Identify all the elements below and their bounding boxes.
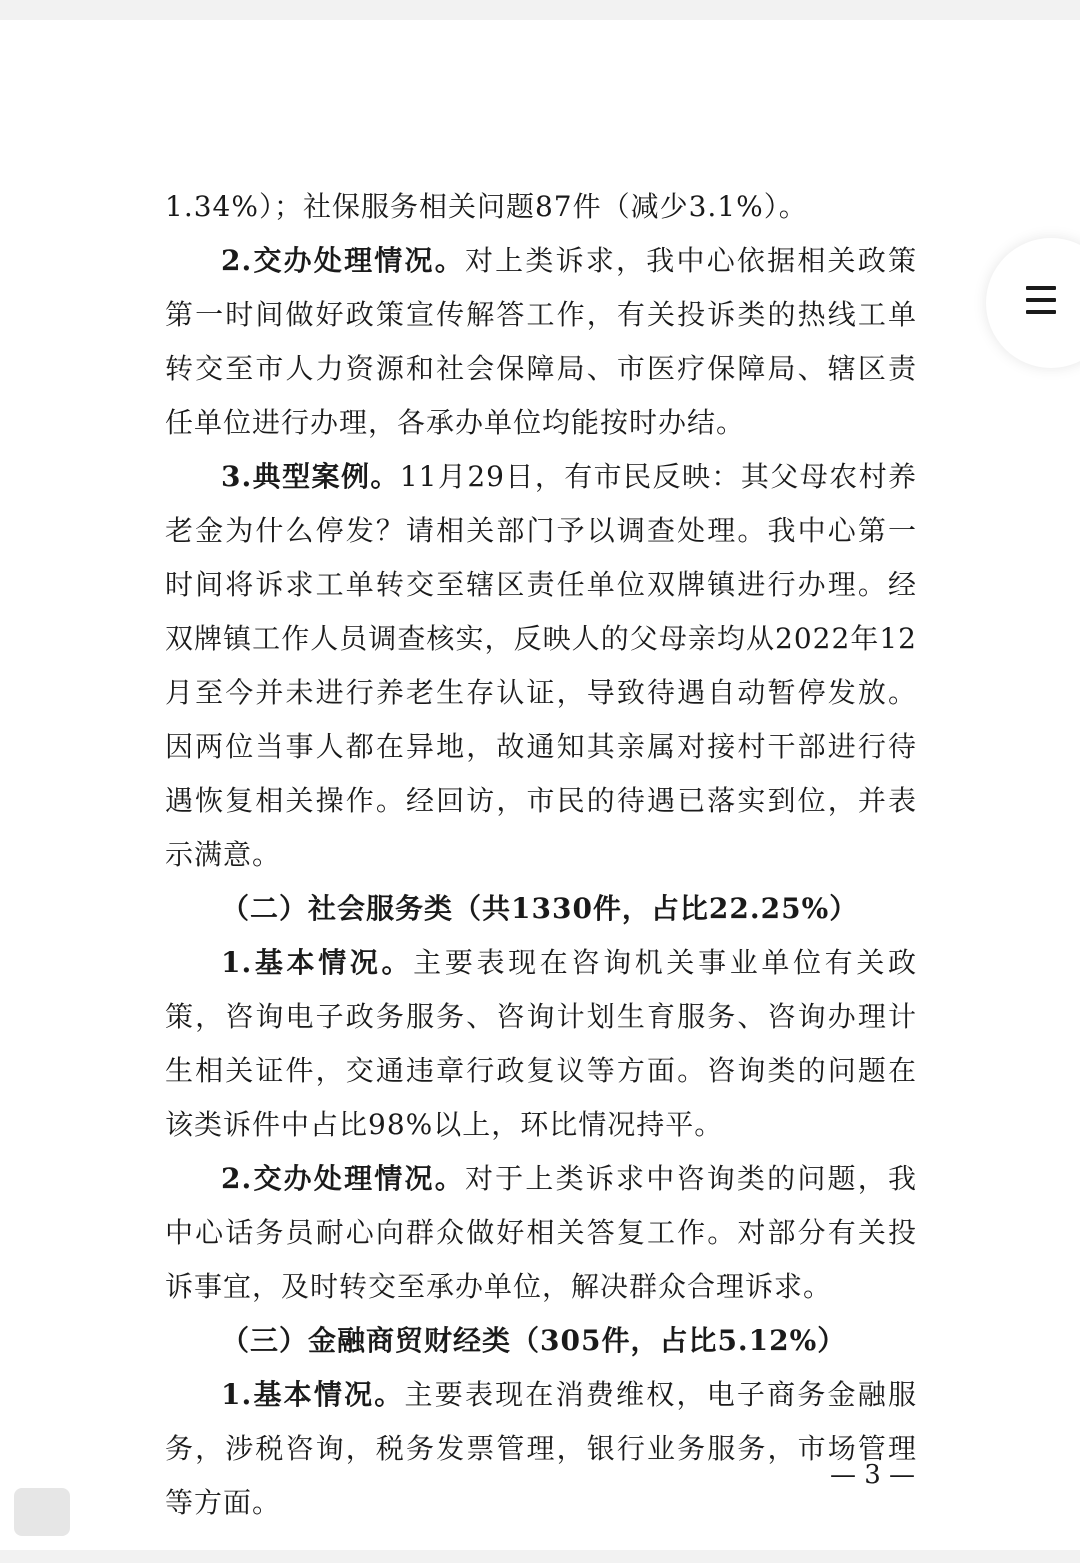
paragraph-continuation: [165, 180, 917, 234]
paragraph-handling-1: [165, 234, 917, 450]
paragraph-text: 主要表现在消费维权，电子商务金融服务，涉税咨询，税务发票管理，银行业务服务，市场管理等方面。: [165, 1378, 917, 1519]
paragraph-text: 主要表现在咨询机关事业单位有关政策，咨询电子政务服务、咨询计划生育服务、咨询办理计生相关证件，交通违章行政复议等方面。咨询类的问题在该类诉件中占比98%以上，环比情况持平。: [165, 946, 917, 1141]
document-page: [0, 20, 1080, 1550]
corner-button[interactable]: [14, 1488, 70, 1536]
paragraph-text: 对于上类诉求中咨询类的问题，我中心话务员耐心向群众做好相关答复工作。对部分有关投诉事宜，及时转交至承办单位，解决群众合理诉求。: [165, 1162, 917, 1303]
section-heading-finance-commerce: （三）金融商贸财经类（305件，占比5.12%）: [221, 1324, 847, 1357]
menu-icon[interactable]: [1026, 286, 1056, 314]
paragraph-text: 对上类诉求，我中心依据相关政策第一时间做好政策宣传解答工作，有关投诉类的热线工单转交至市人力资源和社会保障局、市医疗保障局、辖区责任单位进行办理，各承办单位均能按时办结。: [165, 244, 917, 439]
paragraph-handling-2: [165, 1152, 917, 1314]
page-number: — 3 —: [829, 1460, 916, 1490]
paragraph-basic-situation-3: [165, 1368, 917, 1530]
paragraph-text: 1.34%）；社保服务相关问题87件（减少3.1%）。: [165, 190, 808, 223]
paragraph-basic-situation-2: [165, 936, 917, 1152]
section-heading-social-services: （二）社会服务类（共1330件，占比22.25%）: [221, 892, 859, 925]
paragraph-typical-case: [165, 450, 917, 882]
paragraph-lead: 1.基本情况。: [221, 1378, 405, 1411]
paragraph-text: 11月29日，有市民反映：其父母农村养老金为什么停发？请相关部门予以调查处理。我中心第一时间将诉求工单转交至辖区责任单位双牌镇进行办理。经双牌镇工作人员调查核实，反映人的父母亲均从2022年12月至今并未进行养老生存认证，导致待遇自动暂停发放。因两位当事人都在异地，故通知其亲属对接村干部进行待遇恢复相关操作。经回访，市民的待遇已落实到位，并表示满意。: [165, 460, 917, 871]
paragraph-lead: 2.交办处理情况。: [221, 1162, 465, 1195]
paragraph-lead: 1.基本情况。: [221, 946, 414, 979]
document-body: [165, 180, 917, 1530]
paragraph-lead: 2.交办处理情况。: [221, 244, 465, 277]
paragraph-lead: 3.典型案例。: [221, 460, 400, 493]
